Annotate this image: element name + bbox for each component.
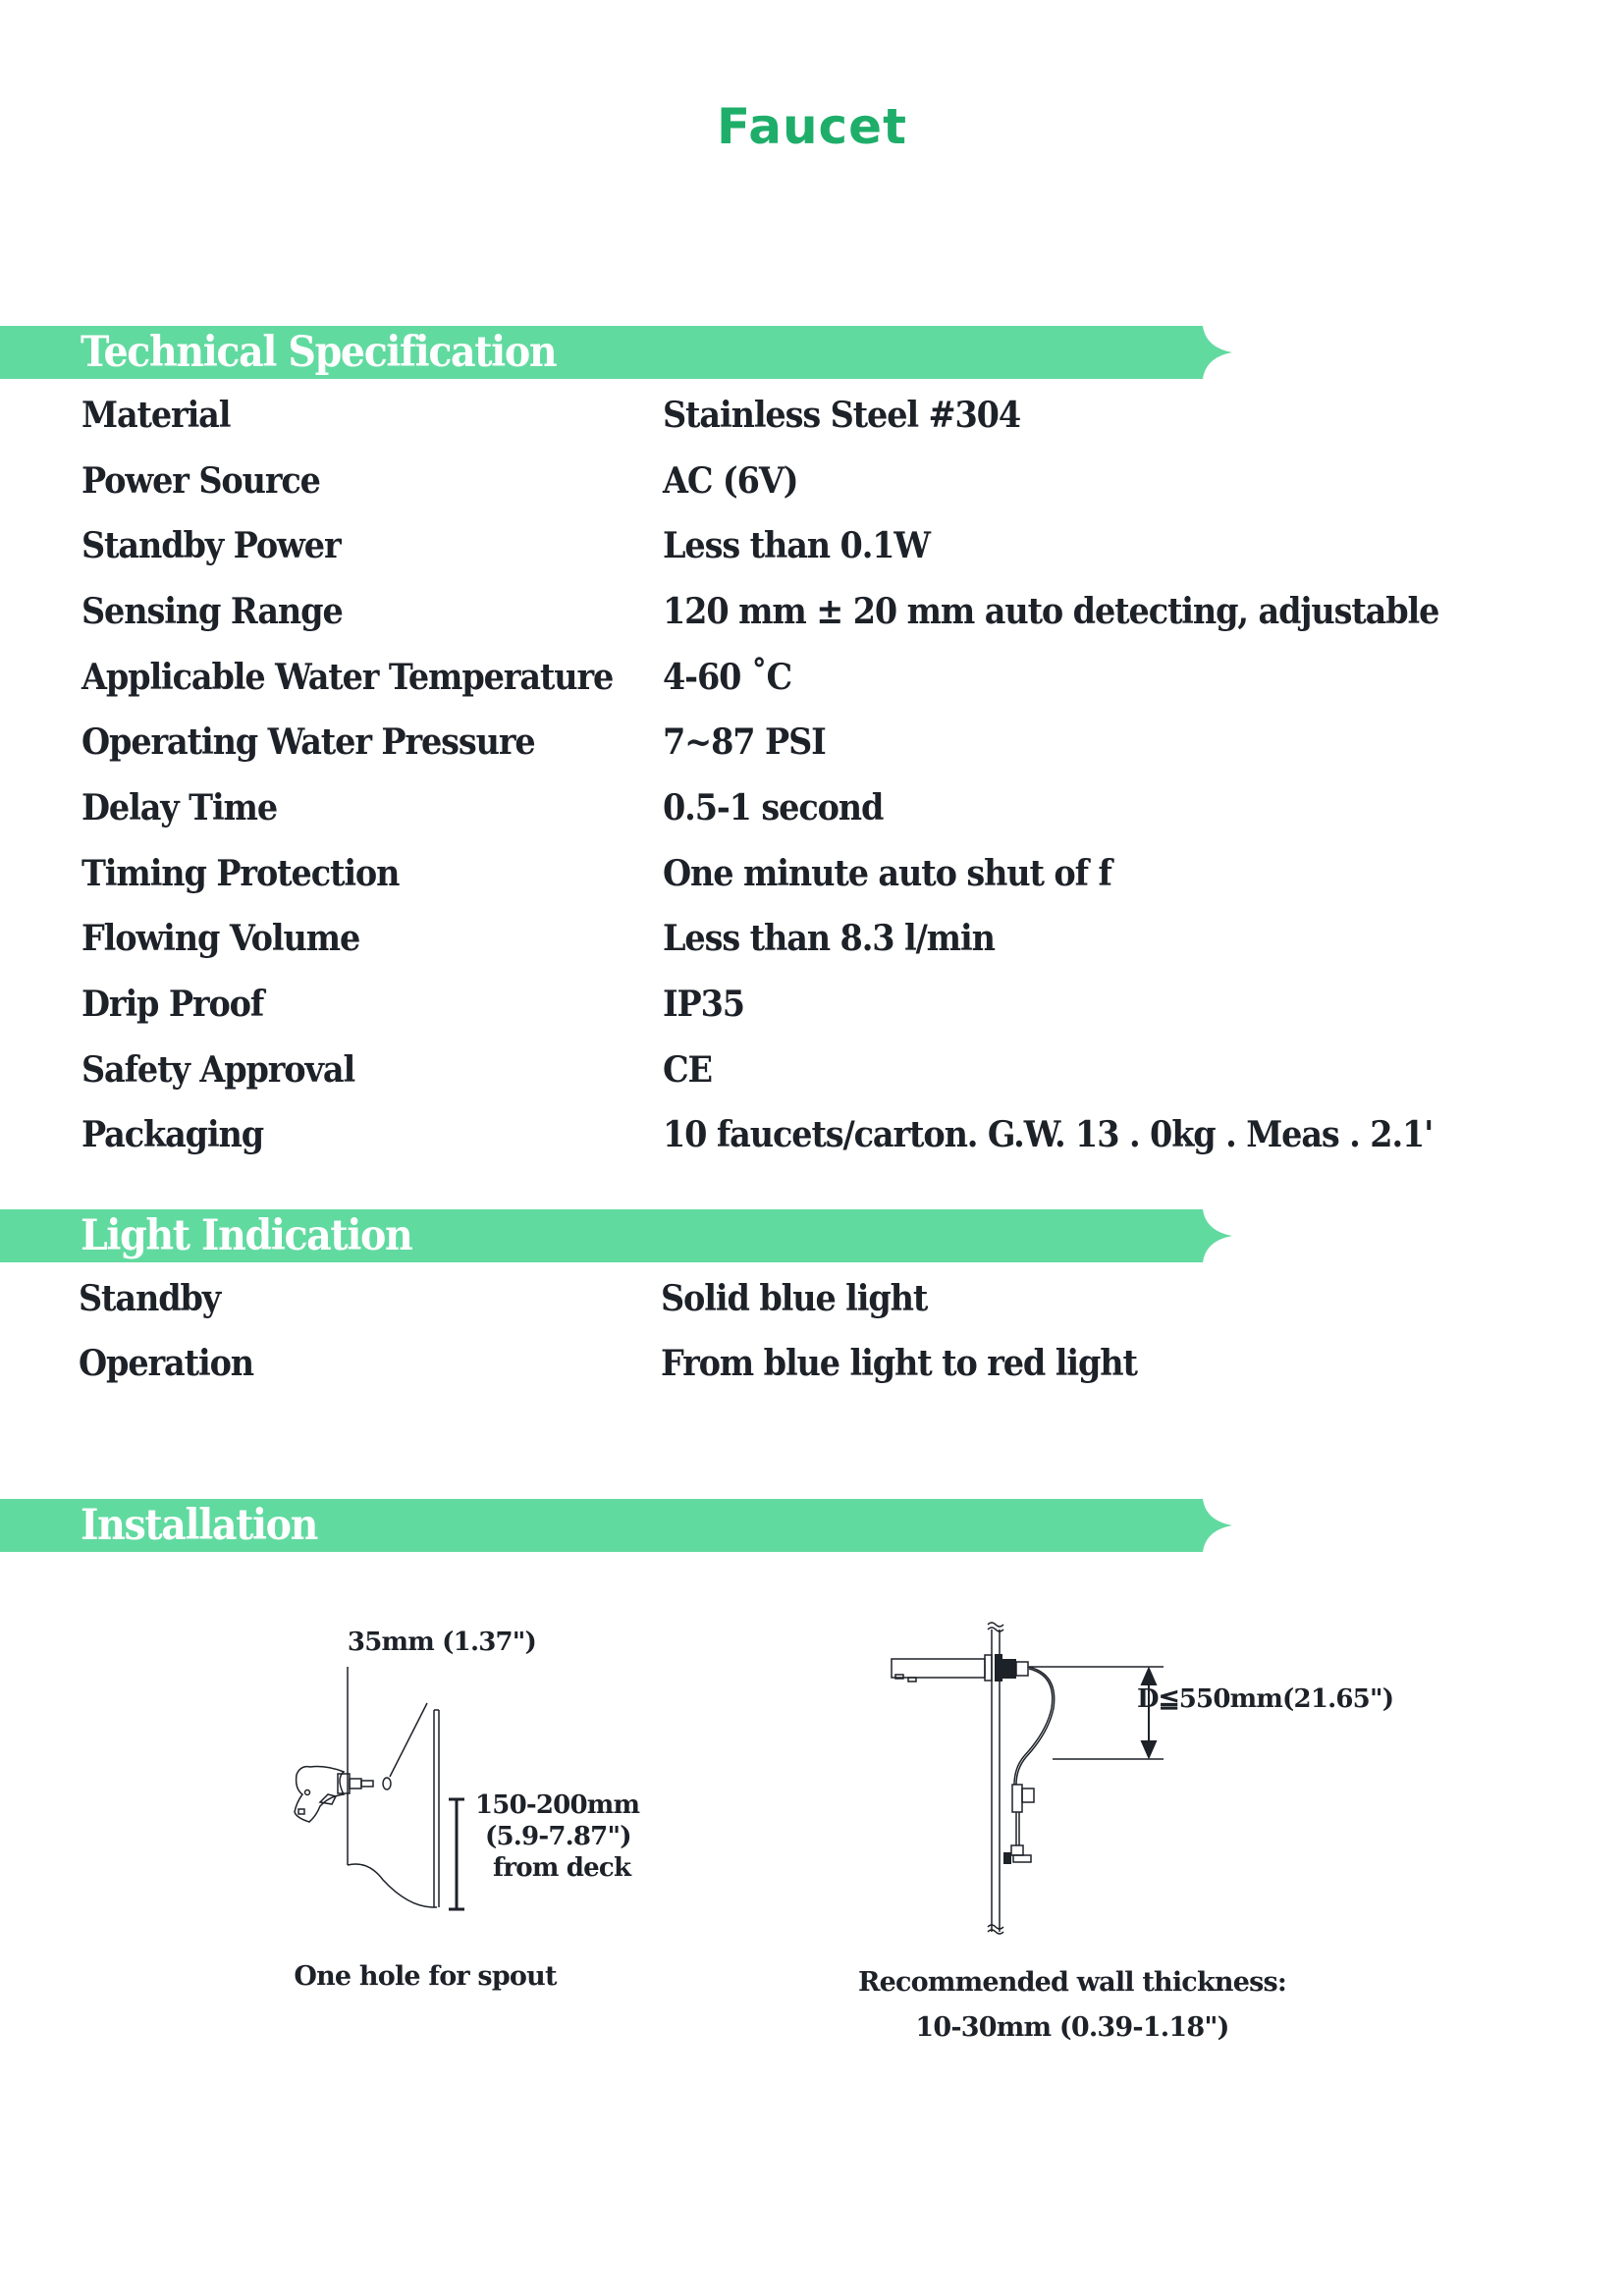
- spec-row: [0, 525, 1624, 574]
- spec-label: Material: [81, 395, 231, 436]
- page-title: Faucet: [716, 98, 907, 155]
- spec-label: Delay Time: [81, 787, 278, 828]
- light-label: Standby: [79, 1278, 221, 1319]
- spec-value: Stainless Steel #304: [663, 395, 1021, 436]
- spec-row: [0, 853, 1624, 902]
- spec-label: Power Source: [81, 460, 320, 502]
- spec-row: [0, 1049, 1624, 1098]
- spec-label: Flowing Volume: [81, 918, 360, 959]
- spec-row: [0, 918, 1624, 967]
- section-heading: Technical Specification: [81, 328, 557, 377]
- spec-label: Safety Approval: [81, 1049, 355, 1091]
- spec-row: [0, 721, 1624, 771]
- spec-label: Packaging: [81, 1114, 264, 1155]
- light-row: [0, 1278, 1624, 1327]
- spec-value: Less than 8.3 l/min: [663, 918, 995, 959]
- wall-thickness-caption: Recommended wall thickness:: [857, 1967, 1287, 1998]
- spec-value: Less than 0.1W: [663, 525, 930, 566]
- spec-label: Standby Power: [81, 525, 341, 566]
- spec-label: Sensing Range: [81, 591, 343, 632]
- max-distance-label: D≦550mm(21.65"): [1137, 1684, 1394, 1714]
- deck-mount-caption: One hole for spout: [294, 1961, 557, 1992]
- spec-value: 4-60 ˚C: [663, 657, 792, 698]
- spec-row: [0, 657, 1624, 706]
- light-label: Operation: [79, 1343, 254, 1384]
- spec-row: [0, 395, 1624, 444]
- spec-row: [0, 1114, 1624, 1163]
- spec-value: IP35: [663, 984, 744, 1025]
- spec-value: AC (6V): [663, 460, 798, 502]
- spec-value: One minute auto shut of f: [663, 853, 1111, 894]
- wall-mount-diagram: [864, 1600, 1414, 1963]
- spec-label: Operating Water Pressure: [81, 721, 535, 763]
- spec-value: 0.5-1 second: [663, 787, 884, 828]
- spec-row: [0, 591, 1624, 640]
- deck-mount-diagram: [275, 1629, 668, 1953]
- section-banner-technical: [0, 326, 1237, 379]
- section-heading: Light Indication: [81, 1211, 412, 1260]
- section-banner-installation: [0, 1499, 1237, 1552]
- spec-label: Drip Proof: [81, 984, 264, 1025]
- spec-value: 120 mm ± 20 mm auto detecting, adjustable: [663, 591, 1439, 632]
- spec-value: 10 faucets/carton. G.W. 13 . 0kg . Meas . 2.1': [663, 1114, 1434, 1155]
- height-reference: from deck: [493, 1853, 631, 1883]
- section-heading: Installation: [81, 1501, 318, 1550]
- light-value: From blue light to red light: [661, 1343, 1137, 1384]
- section-banner-light: [0, 1209, 1237, 1262]
- light-row: [0, 1343, 1624, 1392]
- spec-row: [0, 460, 1624, 509]
- spec-label: Timing Protection: [81, 853, 400, 894]
- spec-label: Applicable Water Temperature: [81, 657, 614, 698]
- height-range-label: 150-200mm: [475, 1790, 640, 1820]
- wall-mount-drawing: [864, 1600, 1414, 1963]
- hole-size-label: 35mm (1.37"): [347, 1628, 537, 1657]
- light-value: Solid blue light: [661, 1278, 928, 1319]
- spec-row: [0, 787, 1624, 836]
- wall-thickness-value: 10-30mm (0.39-1.18"): [915, 2012, 1229, 2043]
- spec-value: 7~87 PSI: [663, 721, 826, 763]
- height-range-inches: (5.9-7.87"): [485, 1822, 631, 1851]
- spec-value: CE: [663, 1049, 712, 1091]
- spec-row: [0, 984, 1624, 1033]
